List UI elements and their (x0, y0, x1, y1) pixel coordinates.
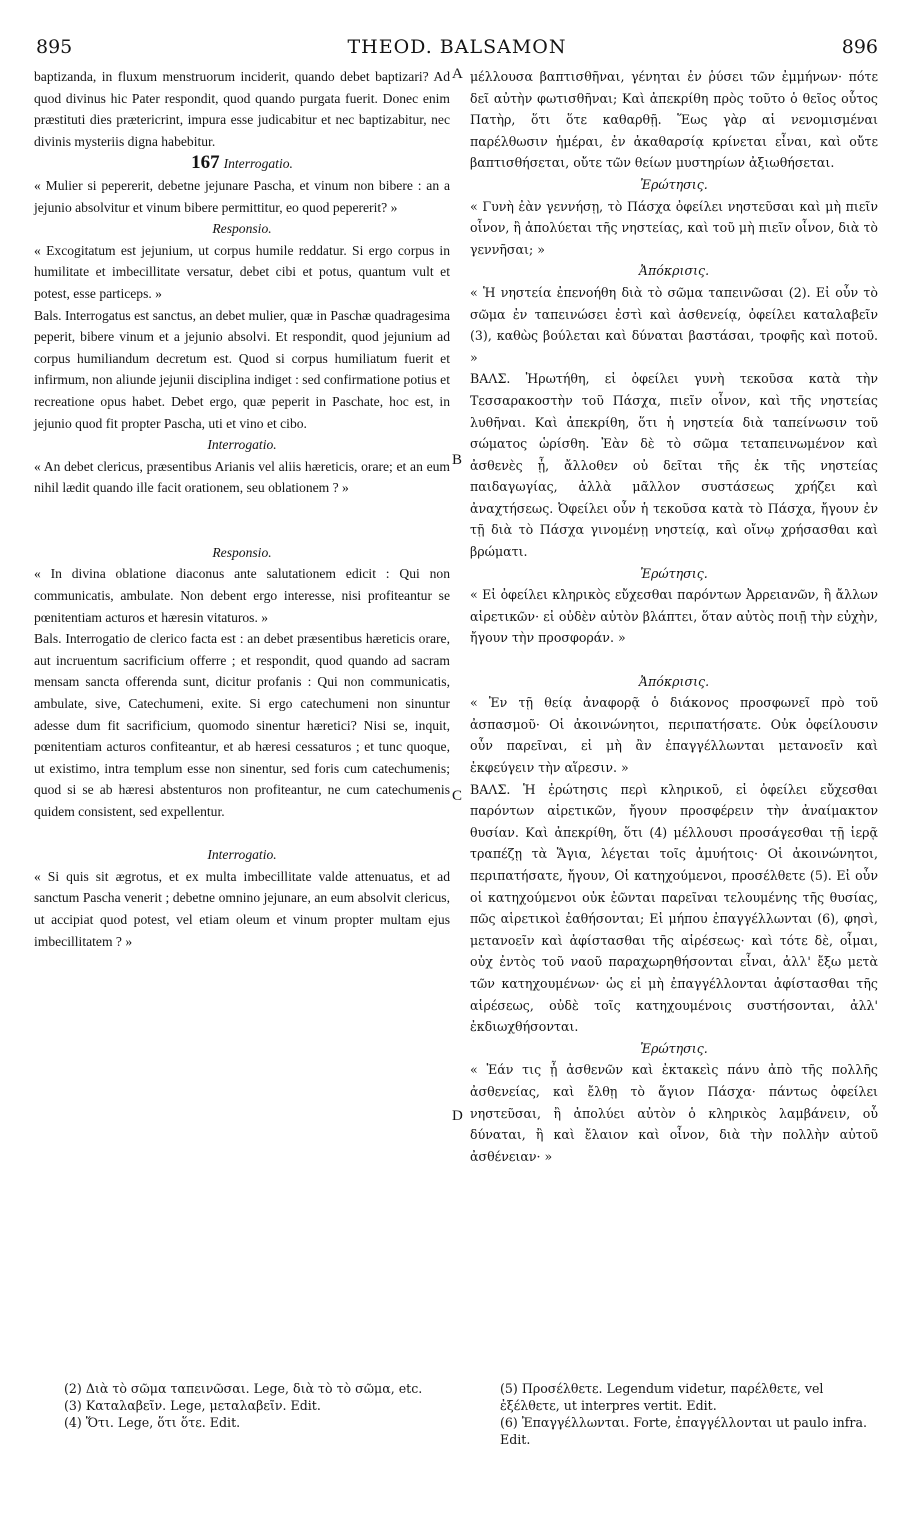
footnote: (2) Διὰ τὸ σῶμα ταπεινῶσαι. Lege, διὰ τὸ τὸ σῶμα, etc. (64, 1381, 423, 1396)
footnote: (6) Ἐπαγγέλλωνται. Forte, ἐπαγγέλλονται ut paulo infra. Edit. (500, 1415, 867, 1447)
latin-paragraph: baptizanda, in fluxum menstruorum inciderit, quando debet baptizari? Ad quod divinus hic Pater respondit, quod quando purgata fuerit. Donec enim præstituti dies prætericrint, impura esse judicabitur et nec baptizabitur, nec divinis mysteriis digna habebitur. (34, 69, 450, 149)
greek-question-heading: Ἐρώτησις. (640, 176, 708, 192)
section-number: 167 (191, 152, 220, 174)
latin-question-heading (34, 152, 450, 175)
greek-commentary: ΒΑΛΣ. Ἡ ἐρώτησις περὶ κληρικοῦ, εἰ ὀφείλει εὔχεσθαι παρόντων αἱρετικῶν, ἤγουν προσφέρειν τὴν ἀναίμακτον θυσίαν. Καὶ ἀπεκρίθη, ὅτι (4) μέλλουσι προσάγεσθαι τῇ ἱερᾷ τραπέζῃ τὰ Ἅγια, λέγεται τοῖς ἀμυήτοις· Οἱ ἀκοινώνητοι, περιπατήσατε, ἤγουν, Οἱ κατηχούμενοι, προσέλθετε (5). Εἰ οὖν οἱ κατηχούμενοι οὐκ ἐῶνται παρεῖναι τελουμένης τῆς θυσίας, πῶς αἱρετικοὶ ἐαθήσονται; Εἰ μήπου ἐπαγγέλλωνται (6), φησὶ, μετανοεῖν καὶ ἀφίστασθαι τῆς αἱρέσεως· καὶ τότε δὲ, οἶμαι, οὐχ ἐντὸς τοῦ ναοῦ παραχωρηθήσονται εἶναι, ἀλλ' ἔξω μετὰ τῶν κατηχουμένων· ὡς εἰ μὴ ἐπαγγέλλονται ἀφίστασθαι τῆς αἱρέσεως, οὐδὲ τοῖς κατηχουμένοις συστήσονται, ἀλλ' ἐκδιωχθήσονται. (470, 781, 878, 1035)
page-number-left: 895 (36, 36, 73, 58)
greek-answer-heading: Ἀπόκρισις. (638, 673, 710, 689)
footnotes-right (500, 1380, 880, 1448)
latin-commentary: Bals. Interrogatio de clerico facta est : an debet præsentibus hæreticis orare, aut incruentum sacrificium offerre ; et respondit, quod quando ad sacram mensam sancta offerenda sunt, dicitur profanis : Qui non communicatis, ambulate, sive, Catechumeni, exite. Si ergo catechumeni non sinuntur adesse dum fit sacrificium, quomodo sinentur hæretici? Nisi se, inquit, pœnitentiam acturos confiteantur, et ab hæresi cessaturos ; et tunc quoque, ut existimo, intra templum esse non sinentur, sed foris cum catechumenis; quod si se ab hæresi abstenturos non profiteantur, ne cum catechumenis quidem consistent, sed expellentur. (34, 631, 450, 819)
latin-commentary: Bals. Interrogatus est sanctus, an debet mulier, quæ in Paschæ quadragesima peperit, bibere vinum et a jejunio absolvi. Et respondit, quod jejunium ad corpus humiliandum decretum est. Quod si corpus humiliatum fuerit et infirmum, non aliunde jejunii disciplina indiget : sed confirmatione potius et recreatione opus habet. Debet ergo, quæ peperit in Paschate, hoc est, in jejunio quod fit propter Pascha, uti et vino et cibo. (34, 307, 450, 431)
latin-column (34, 66, 450, 952)
greek-answer-heading: Ἀπόκρισις. (638, 263, 710, 279)
latin-question-heading: Interrogatio. (207, 437, 277, 453)
footnote: (3) Καταλαβεῖν. Lege, μεταλαβεῖν. Edit. (64, 1398, 321, 1413)
page-number-right: 896 (841, 36, 878, 58)
running-header (36, 36, 878, 60)
greek-question-heading: Ἐρώτησις. (640, 565, 708, 581)
latin-question-heading: Interrogatio. (207, 847, 277, 863)
running-title: THEOD. BALSAMON (347, 36, 567, 58)
latin-answer-heading: Responsio. (212, 544, 272, 560)
latin-answer-heading: Responsio. (212, 221, 272, 237)
greek-column (470, 66, 878, 1167)
footnote: (4) Ὅτι. Lege, ὅτι ὅτε. Edit. (64, 1415, 241, 1430)
latin-question: « An debet clericus, præsentibus Arianis vel aliis hæreticis, orare; et an eum nihil lædit quando ille facit orationem, seu oblationem ? » (34, 458, 450, 496)
footnote: (5) Προσέλθετε. Legendum videtur, παρέλθετε, vel ἐξέλθετε, ut interpres vertit. Edit. (500, 1381, 824, 1413)
greek-answer: « Ἐν τῇ θείᾳ ἀναφορᾷ ὁ διάκονος προσφωνεῖ πρὸ τοῦ ἀσπασμοῦ· Οἱ ἀκοινώνητοι, περιπατήσατε. Οὐκ ὀφείλουσιν οὖν παρεῖναι, εἰ μὴ ἂν ἐπαγγέλλωνται μετανοεῖν καὶ ἐκφεύγειν τὴν αἵρεσιν. » (470, 695, 878, 775)
greek-answer: « Ἡ νηστεία ἐπενοήθη διὰ τὸ σῶμα ταπεινῶσαι (2). Εἰ οὖν τὸ σῶμα ἐν ταπεινώσει ἐστὶ καὶ ἀσθενείᾳ, ὀφείλει καταλαβεῖν (3), καθὼς βούλεται καὶ δύναται βαστάσαι, τροφῆς καὶ ποτοῦ. » (470, 284, 878, 365)
latin-question: « Si quis sit ægrotus, et ex multa imbecillitate valde attenuatus, et ad sanctum Pascha venerit ; debetne omnino jejunare, an eum absolvit clericus, ut accipiat quod potest, vel etiam oleum et vinum propter multam ejus imbecillitatem ? » (34, 868, 450, 949)
margin-letter-a: A (452, 66, 463, 82)
latin-question: « Mulier si pepererit, debetne jejunare Pascha, et vinum non bibere : an a jejunio absolvitur et vinum bibere permittitur, eo quod pepererit? » (34, 177, 450, 215)
latin-answer: « Excogitatum est jejunium, ut corpus humile reddatur. Si ergo corpus in humilitate et imbecillitate versatur, debet cibi et potus, quantum vult et potest, esse particeps. » (34, 242, 450, 301)
latin-answer: « In divina oblatione diaconus ante salutationem edicit : Qui non communicatis, ambulate. Non debent ergo interesse, nisi profiteantur se pœnitentiam acturos et hæresin vitaturos. » (34, 566, 450, 625)
greek-commentary: ΒΑΛΣ. Ἠρωτήθη, εἰ ὀφείλει γυνὴ τεκοῦσα κατὰ τὴν Τεσσαρακοστὴν τοῦ Πάσχα, πιεῖν οἶνον, καὶ τῆς νηστείας λυθῆναι. Καὶ ἀπεκρίθη, ὅτι ἡ νηστεία διὰ ταπείνωσιν τοῦ σώματος ὡρίσθη. Ἐὰν δὲ τὸ σῶμα τεταπεινωμένον καὶ ἀσθενὲς ᾖ, ἄλλοθεν οὐ δεῖται τῆς ἐκ τῆς νηστείας παιδαγωγίας, ἀλλὰ μᾶλλον συστάσεως χρήζει καὶ ἀναχτήσεως. Ὀφείλει οὖν ἡ τεκοῦσα κατὰ τὸ Πάσχα, ἤγουν ἐν τῇ διὰ τὸ Πάσχα γινομένῃ νηστείᾳ, καὶ οἴνῳ χρήσασθαι καὶ βρώματι. (470, 371, 878, 560)
greek-question: « Ἐάν τις ᾖ ἀσθενῶν καὶ ἐκτακεὶς πάνυ ἀπὸ τῆς πολλῆς ἀσθενείας, καὶ ἔλθῃ τὸ ἅγιον Πάσχα· πάντως ὀφείλει νηστεῦσαι, ἢ ἀπολύει αὐτὸν ὁ κληρικὸς λαμβάνειν, οὗ δύναται, ἢ καὶ ἔλαιον καὶ οἶνον, διὰ τὴν πολλὴν αὐτοῦ ἀσθένειαν· » (470, 1062, 878, 1164)
heading-label: Interrogatio. (223, 156, 293, 172)
margin-letter-c: C (452, 788, 463, 804)
margin-letter-b: B (452, 452, 463, 468)
greek-paragraph: μέλλουσα βαπτισθῆναι, γένηται ἐν ῥύσει τῶν ἐμμήνων· πότε δεῖ αὐτὴν φωτισθῆναι; Καὶ ἀπεκρίθη πρὸς τοῦτο ὁ θεῖος οὗτος Πατὴρ, ὅτι ὅτε καθαρθῇ. Ἕως γὰρ αἱ νενομισμέναι παρέλθωσιν ἡμέραι, ἐν ἀκαθαρσίᾳ κρίνεται εἶναι, καὶ οὔτε βαπτισθήσεται, οὔτε τῶν θείων μυστηρίων ἀξιωθήσεται. (470, 69, 878, 171)
footnotes-left (64, 1380, 452, 1431)
margin-letter-d: D (452, 1108, 463, 1124)
greek-question-heading: Ἐρώτησις. (640, 1040, 708, 1056)
greek-question: « Εἰ ὀφείλει κληρικὸς εὔχεσθαι παρόντων Ἀρρειανῶν, ἢ ἄλλων αἱρετικῶν· εἰ οὐδὲν αὐτὸν βλάπτει, ὅταν αὐτὸς ποιῇ τὴν εὐχὴν, ἤγουν τὴν προσφοράν. » (470, 587, 878, 646)
greek-question: « Γυνὴ ἐὰν γεννήσῃ, τὸ Πάσχα ὀφείλει νηστεῦσαι καὶ μὴ πιεῖν οἶνον, ἢ ἀπολύεται τῆς νηστείας, καὶ τοῦ μὴ πιεῖν οἶνον, διὰ τὸ γεννῆσαι; » (470, 198, 878, 257)
